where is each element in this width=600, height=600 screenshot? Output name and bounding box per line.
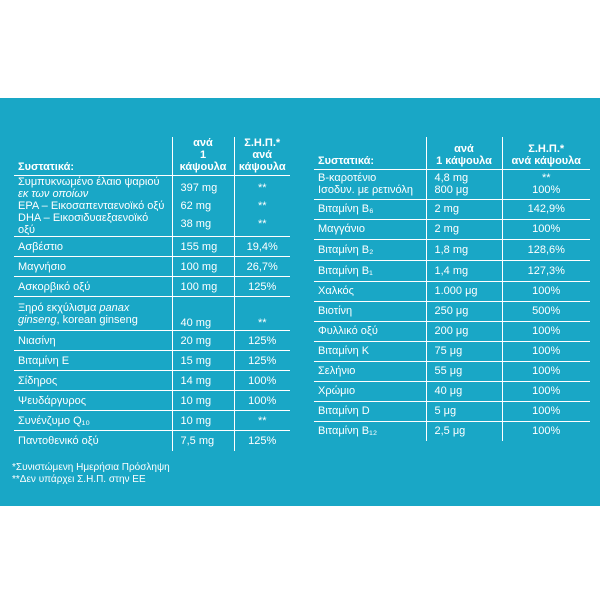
row-name: Χρώμιο [314,381,426,401]
header-rda [502,137,590,169]
table-row [314,381,590,401]
table-row [14,391,290,411]
table-row [14,331,290,351]
table-row [314,281,590,301]
table-row [14,411,290,431]
header-per-capsule [172,137,234,176]
table-row [14,351,290,371]
fish-oil-pct: ** [234,176,290,201]
row-amount: 200 μg [426,321,502,341]
row-amount: 2 mg [426,219,502,239]
header-per-capsule-line1: ανά [193,137,213,149]
row-amount: 10 mg [172,411,234,431]
beta-carotene-pct [502,169,590,199]
row-amount: 2,5 μg [426,421,502,441]
table-row [14,212,290,237]
nutrition-table-left [14,137,290,451]
table-row [14,297,290,331]
beta-carotene-pct-1: ** [541,172,551,184]
header-rda-line2: ανά κάψουλα [511,154,581,167]
beta-carotene-amount-2: 800 μg [434,184,469,196]
row-amount: 1,4 mg [426,260,502,281]
header-rda-line1: Σ.Η.Π.* [244,137,281,149]
row-amount: 5 μg [426,401,502,421]
row-pct: 26,7% [234,257,290,277]
table-row [14,431,290,451]
epa-pct: ** [234,200,290,212]
header-rda-line1: Σ.Η.Π.* [528,142,565,155]
row-amount: 15 mg [172,351,234,371]
table-row [314,361,590,381]
footnote-rda: *Συνιστώμενη Ημερήσια Πρόσληψη [12,462,170,473]
row-amount: 10 mg [172,391,234,411]
row-name: Βιοτίνη [314,301,426,321]
row-pct: 19,4% [234,237,290,257]
row-pct: 100% [502,219,590,239]
row-amount: 100 mg [172,277,234,297]
row-name: Φυλλικό οξύ [314,321,426,341]
table-row [14,200,290,212]
row-pct: 100% [502,321,590,341]
table-row [14,176,290,201]
ginseng-line2-italic: ginseng [18,313,57,326]
table-row [14,237,290,257]
header-rda-line2: ανά κάψουλα [238,149,286,173]
header-rda [234,137,290,176]
row-pct: 100% [502,341,590,361]
nutrition-table-right [314,137,590,441]
header-per-capsule-line1: ανά [454,142,474,155]
table-row [314,301,590,321]
beta-carotene-amount [426,169,502,199]
row-name: Βιταμίνη Β₂ [314,239,426,260]
row-pct: 125% [234,331,290,351]
header-per-capsule-line2: 1 κάψουλα [436,154,492,167]
table-row [314,219,590,239]
ginseng-line1-italic: panax [99,301,130,314]
dha-name: DHA – Εικοσιδυαεξαενοϊκό οξύ [14,212,172,237]
dha-pct: ** [234,212,290,237]
epa-name: EPA – Εικοσαπενταενοϊκό οξύ [18,200,165,212]
retinol-equivalent-name: Ισοδυν. με ρετινόλη [318,184,413,196]
row-pct: 100% [502,421,590,441]
row-name: Βιταμίνη Κ [314,341,426,361]
row-name: Ασβέστιο [14,237,172,257]
row-amount: 100 mg [172,257,234,277]
ginseng-line1-text: Ξηρό εκχύλισμα [18,301,100,314]
row-name: Βιταμίνη Β₆ [314,199,426,219]
row-name: Ψευδάργυρος [14,391,172,411]
row-pct: 128,6% [502,239,590,260]
dha-amount: 38 mg [172,212,234,237]
row-pct: 125% [234,431,290,451]
beta-carotene-pct-2: 100% [532,184,561,196]
epa-amount: 62 mg [172,200,234,212]
row-amount: 20 mg [172,331,234,351]
row-name: Σίδηρος [14,371,172,391]
table-row [314,321,590,341]
row-pct: 100% [234,391,290,411]
row-pct: 125% [234,277,290,297]
row-name: Βιταμίνη Β₁₂ [318,425,378,438]
table-header-row [314,137,590,169]
table-row [314,239,590,260]
row-amount: 14 mg [172,371,234,391]
fish-oil-sub: εκ των οποίων [18,188,89,200]
row-amount: 1.000 μg [426,281,502,301]
row-pct: 100% [502,281,590,301]
table-row [14,277,290,297]
header-ingredients: Συστατικά: [314,137,426,169]
ginseng-label [14,297,172,331]
table-row [314,341,590,361]
row-pct: 127,3% [502,260,590,281]
footnote-no-rda: **Δεν υπάρχει Σ.Η.Π. στην ΕΕ [12,474,146,485]
row-pct: 100% [502,401,590,421]
row-amount: 55 μg [426,361,502,381]
row-name: Σελήνιο [314,361,426,381]
nutrition-panel [0,98,600,506]
header-per-capsule [426,137,502,169]
row-pct: ** [234,411,290,431]
table-row [14,371,290,391]
row-amount: 1,8 mg [426,239,502,260]
row-amount: 40 μg [426,381,502,401]
row-amount: 7,5 mg [172,431,234,451]
ginseng-line1 [18,302,168,314]
row-name: Βιταμίνη D [314,401,426,421]
row-name: Μαγγάνιο [314,219,426,239]
table-row [314,169,590,199]
row-pct: 100% [234,371,290,391]
table-row [314,199,590,219]
row-name: Συνένζυμο Q₁₀ [14,411,172,431]
ginseng-amount: 40 mg [172,297,234,331]
header-ingredients: Συστατικά: [14,137,172,176]
row-pct: 100% [502,361,590,381]
beta-carotene-name: Β-καροτένιο [318,172,377,184]
row-name: Χαλκός [314,281,426,301]
row-pct: 125% [234,351,290,371]
header-per-capsule-line2: 1 κάψουλα [179,149,227,173]
ginseng-line2-text: , korean ginseng [56,313,138,326]
beta-carotene-amount-1: 4,8 mg [434,172,469,184]
table-row [314,421,590,441]
row-name: Παντοθενικό οξύ [18,434,99,447]
row-name: Μαγνήσιο [14,257,172,277]
table-row [314,401,590,421]
ginseng-pct: ** [234,297,290,331]
row-amount: 75 μg [426,341,502,361]
fish-oil-name: Συμπυκνωμένο έλαιο ψαριού [18,176,160,188]
table-header-row [14,137,290,176]
row-name: Βιταμίνη Β₁ [314,260,426,281]
ginseng-line2 [18,314,168,326]
row-amount: 250 μg [426,301,502,321]
row-pct: 100% [502,381,590,401]
row-pct: 500% [502,301,590,321]
table-row [314,260,590,281]
fish-oil-amount: 397 mg [172,176,234,201]
row-name: Ασκορβικό οξύ [14,277,172,297]
table-row [14,257,290,277]
row-name: Νιασίνη [14,331,172,351]
row-amount: 155 mg [172,237,234,257]
fish-oil-label [14,176,172,201]
beta-carotene-label [314,169,426,199]
row-amount: 2 mg [426,199,502,219]
row-name: Βιταμίνη Ε [14,351,172,371]
row-pct: 142,9% [502,199,590,219]
